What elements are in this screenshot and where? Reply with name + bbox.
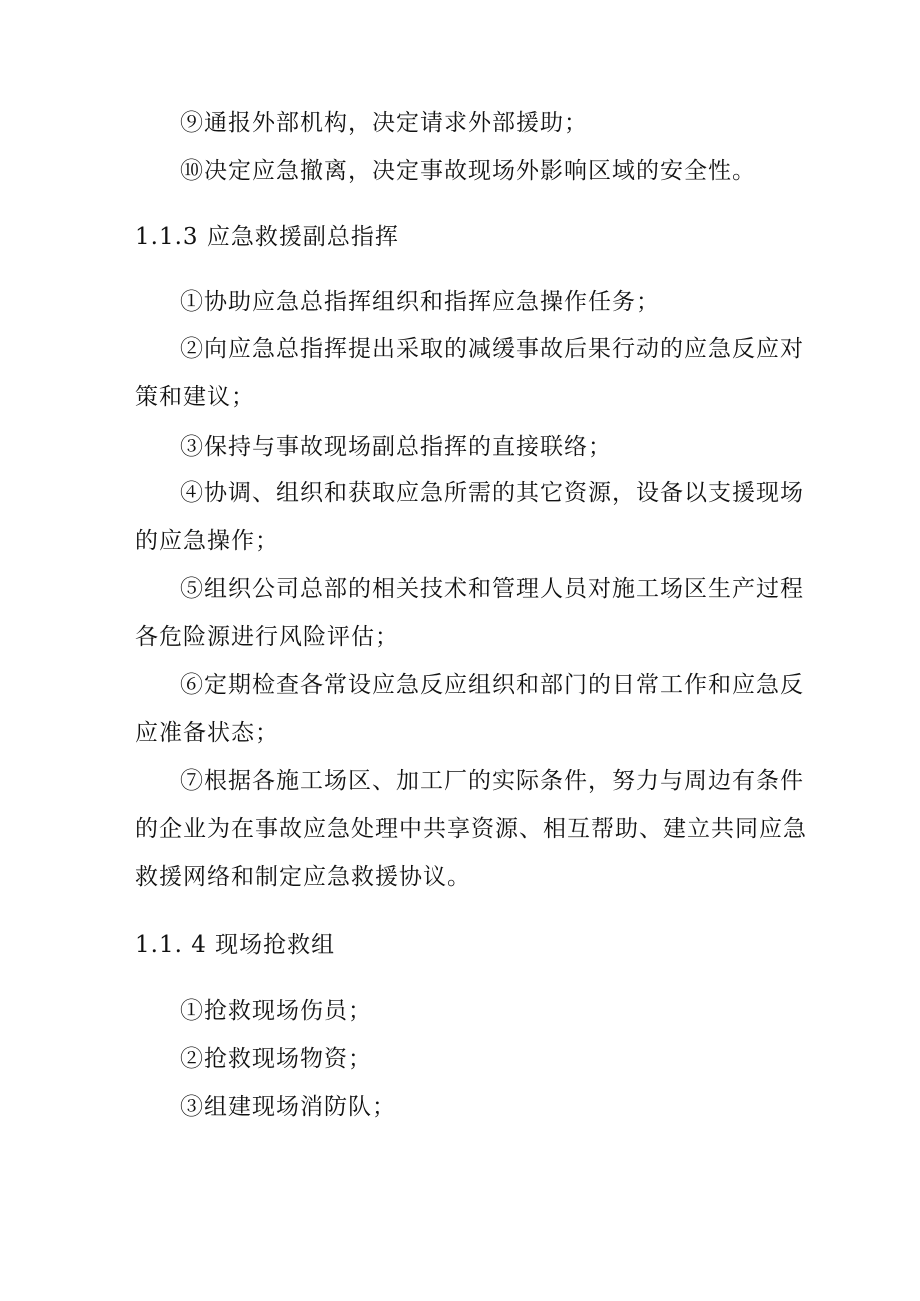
paragraph-line: ③保持与事故现场副总指挥的直接联络； [180, 434, 612, 460]
paragraph-line: 各危险源进行风险评估； [135, 624, 399, 650]
paragraph-line: 救援网络和制定应急救援协议。 [135, 864, 471, 890]
paragraph-line: 策和建议； [135, 384, 255, 410]
paragraph-line: ③组建现场消防队； [180, 1094, 396, 1120]
paragraph-line: ②向应急总指挥提出采取的减缓事故后果行动的应急反应对 [180, 336, 804, 362]
paragraph-line: ①抢救现场伤员； [180, 998, 372, 1024]
paragraph-line: ⑦根据各施工场区、加工厂的实际条件，努力与周边有条件 [180, 768, 804, 794]
paragraph-line: ⑥定期检查各常设应急反应组织和部门的日常工作和应急反 [180, 672, 804, 698]
paragraph-line: ②抢救现场物资； [180, 1046, 372, 1072]
paragraph-line: ①协助应急总指挥组织和指挥应急操作任务； [180, 289, 660, 315]
section-heading: 1.1. 4 现场抢救组 [135, 932, 336, 958]
paragraph-line: 应准备状态； [135, 720, 279, 746]
paragraph-line: ⑩决定应急撤离，决定事故现场外影响区域的安全性。 [180, 158, 756, 184]
paragraph-line: ⑤组织公司总部的相关技术和管理人员对施工场区生产过程 [180, 576, 804, 602]
paragraph-line: ④协调、组织和获取应急所需的其它资源，设备以支援现场 [180, 480, 804, 506]
section-heading: 1.1.3 应急救援副总指挥 [135, 224, 399, 250]
paragraph-line: ⑨通报外部机构，决定请求外部援助； [180, 110, 588, 136]
paragraph-line: 的应急操作； [135, 528, 279, 554]
paragraph-line: 的企业为在事故应急处理中共享资源、相互帮助、建立共同应急 [135, 816, 807, 842]
